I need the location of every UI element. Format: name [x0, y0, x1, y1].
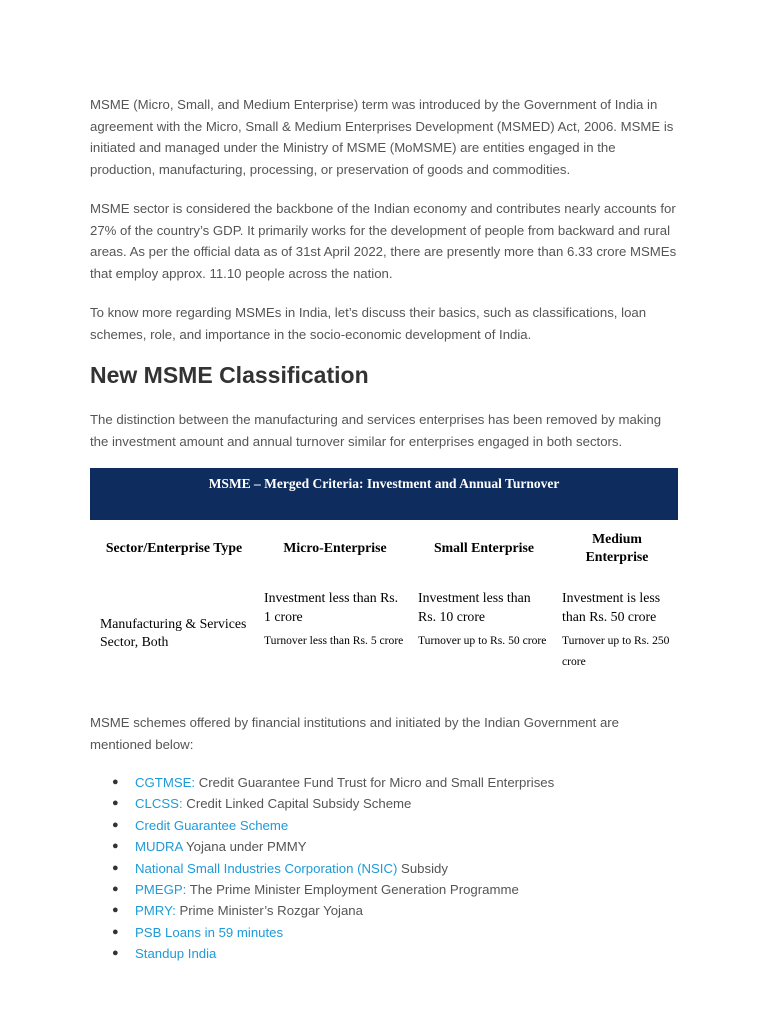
micro-turnover: Turnover less than Rs. 5 crore	[264, 634, 404, 647]
list-item	[90, 922, 678, 943]
bullet-icon: ●	[112, 883, 119, 896]
table-banner: MSME – Merged Criteria: Investment and Annual Turnover	[90, 468, 678, 520]
medium-cell	[556, 580, 678, 678]
bullet-icon: ●	[112, 797, 119, 810]
criteria-table	[90, 468, 678, 678]
section-heading: New MSME Classification	[90, 362, 369, 388]
bullet-icon: ●	[112, 818, 119, 831]
small-investment: Investment less than Rs. 10 crore	[418, 590, 531, 624]
scheme-description: Prime Minister’s Rozgar Yojana	[175, 903, 363, 919]
intro-paragraph: MSME (Micro, Small, and Medium Enterprise) term was introduced by the Government of India in agreement with the Micro, Small & Medium Enterprises Development (MSMED) Act, 2006. MSME is initiated and managed under the Ministry of MSME (MoMSME) are entities engaged in the production, manufacturing, processing, or preservation of goods and commodities.	[90, 97, 674, 177]
table-header-row	[90, 520, 678, 580]
scheme-link-nsic[interactable]: National Small Industries Corporation (NSIC)	[135, 860, 398, 876]
scheme-link-cgtmse[interactable]: CGTMSE:	[135, 775, 196, 790]
scheme-description: Credit Guarantee Fund Trust for Micro and Small Enterprises	[195, 775, 555, 790]
small-turnover: Turnover up to Rs. 50 crore	[418, 634, 547, 647]
scheme-link-pmegp[interactable]: PMEGP:	[135, 882, 187, 898]
header-small: Small Enterprise	[433, 540, 535, 555]
list-item	[90, 836, 678, 857]
bullet-icon: ●	[112, 861, 119, 874]
scheme-description: Credit Linked Capital Subsidy Scheme	[182, 796, 412, 812]
schemes-list	[90, 772, 678, 965]
scheme-link-mudra[interactable]: MUDRA	[135, 839, 183, 855]
article-body	[90, 94, 678, 965]
micro-cell	[258, 580, 412, 678]
scheme-link-standup-india[interactable]: Standup India	[135, 946, 217, 962]
table-row	[90, 580, 678, 678]
scheme-link-clcss[interactable]: CLCSS:	[135, 796, 183, 812]
schemes-intro: MSME schemes offered by financial institutions and initiated by the Indian Government are mentioned below:	[90, 715, 620, 752]
classification-intro: The distinction between the manufacturing and services enterprises has been removed by making the investment amount and annual turnover similar for enterprises engaged in both sectors.	[90, 412, 662, 449]
bullet-icon: ●	[112, 947, 119, 960]
list-item	[90, 793, 678, 814]
scheme-description: The Prime Minister Employment Generation Programme	[186, 882, 519, 898]
list-item	[90, 772, 678, 793]
sector-cell: Manufacturing & Services Sector, Both	[100, 616, 247, 649]
header-medium: Medium Enterprise	[585, 531, 649, 564]
list-item	[90, 943, 678, 964]
list-item	[90, 815, 678, 836]
scheme-link-credit-guarantee[interactable]: Credit Guarantee Scheme	[135, 817, 289, 833]
scheme-description: Subsidy	[397, 860, 448, 876]
header-sector-type: Sector/Enterprise Type	[105, 540, 243, 555]
small-cell	[412, 580, 556, 678]
list-item	[90, 879, 678, 900]
scheme-description: Yojana under PMMY	[182, 839, 307, 855]
medium-turnover: Turnover up to Rs. 250 crore	[562, 634, 670, 668]
medium-investment: Investment is less than Rs. 50 crore	[562, 590, 661, 624]
header-micro: Micro-Enterprise	[283, 540, 387, 555]
bullet-icon: ●	[112, 925, 119, 938]
economy-paragraph: MSME sector is considered the backbone of the Indian economy and contributes nearly accounts for 27% of the country’s GDP. It primarily works for the development of people from backward and rural areas. As per the official data as of 31st April 2022, there are presently more than 6.33 crore MSMEs that employ approx. 11.10 people across the nation.	[90, 201, 677, 281]
list-item	[90, 858, 678, 879]
scheme-link-pmry[interactable]: PMRY:	[135, 903, 176, 919]
micro-investment: Investment less than Rs. 1 crore	[264, 590, 399, 624]
bullet-icon: ●	[112, 776, 119, 788]
bullet-icon: ●	[112, 840, 119, 853]
list-item	[90, 900, 678, 921]
scheme-link-psb-loans[interactable]: PSB Loans in 59 minutes	[135, 924, 284, 940]
bullet-icon: ●	[112, 904, 119, 917]
overview-paragraph: To know more regarding MSMEs in India, let’s discuss their basics, such as classifications, loan schemes, role, and importance in the socio-economic development of India.	[90, 305, 647, 342]
